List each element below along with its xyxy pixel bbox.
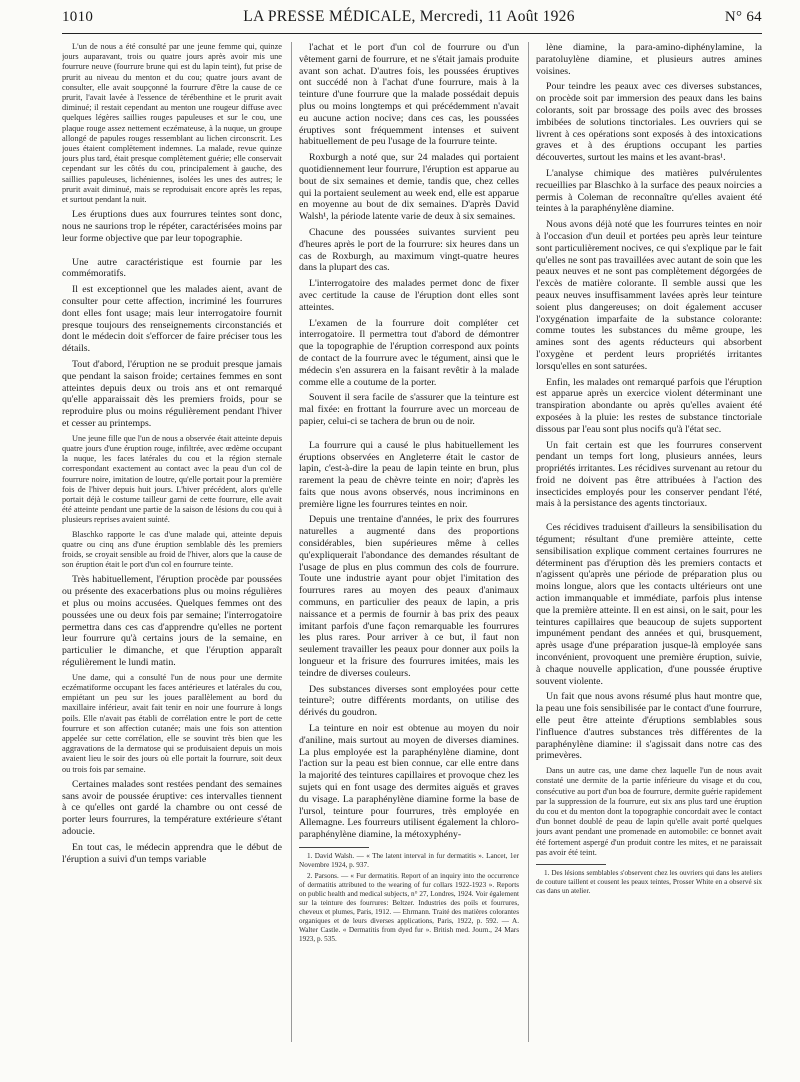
body-paragraph: Pour teindre les peaux avec ces diverses substances, on procède soit par immersion des peaux dans les bains colorants, soit par brossage des poils avec des brosses imbibées de solutions tinctoriales. Les ouvriers qui se livrent à ces opérations sont exposés à des intoxications graves et à des éruptions occupant les parties découvertes, surtout les mains et les avant-bras¹.: [536, 81, 762, 164]
body-paragraph: Des substances diverses sont employées pour cette teinture²; outre différents mordants, on utilise des dérivés du goudron.: [299, 683, 519, 719]
case-report-paragraph: Une jeune fille que l'un de nous a observée était atteinte depuis quatre jours d'une éruption rouge, infiltrée, avec œdème occupant la nuque, les faces latérales du cou et la région sternale correspondant exactement au contact avec la peau d'un col de fourrure noire, imitation de loutre, qu'elle portait pour la première fois de l'hiver depuis huit jours. L'hiver précédent, alors qu'elle portait déjà le costume tailleur garni de cette fourrure, elle avait été atteinte pendant une partie de la saison de lésions du cou qui à plusieurs reprises avaient suinté.: [62, 433, 282, 525]
footnote-rule: [536, 864, 606, 865]
body-paragraph: Les éruptions dues aux fourrures teintes sont donc, nous ne saurions trop le répéter, caractérisées moins par leur forme objective que par leur topographie.: [62, 209, 282, 244]
body-paragraph: La teinture en noir est obtenue au moyen du noir d'aniline, mais surtout au moyen de diverses diamines. La plus employée est la paraphénylène diamine, dont l'action sur la peau est bien connue, car elle entre dans la majorité des teintures capillaires et provoque chez les sujets qui en font usage des dermites aiguës et graves du visage. La paraphénylène diamine forme la base de l'ursol, teinture pour fourrures, très employée en Allemagne. Les fourreurs utilisent également la chloro-paraphénylène diamine, la métoxyphény-: [299, 723, 519, 841]
column-2: [299, 42, 519, 1074]
body-paragraph: Depuis une trentaine d'années, le prix des fourrures naturelles a augmenté dans des proportions considérables, bien supérieures même à celles qu'expliquerait l'abondance des demandes résultant de l'usage de plus en plus commun des cols de fourrure. Toute une industrie ayant pour objet l'imitation des fourrures rares au moyen des peaux d'animaux communs, en particulier des peaux de lapin, a pris naissance et a permis de fournir à bas prix des peaux imitant parfois d'une façon remarquable les fourrures les plus rares. Pour arriver à ce but, il faut non seulement travailler les peaux pour donner aux poils la longueur et la frisure des fourrures imitées, mais les teindre de diverses couleurs.: [299, 514, 519, 679]
column-1: [62, 42, 282, 1074]
footnote: 1. Des lésions semblables s'observent chez les ouvriers qui dans les ateliers de couture taillent et cousent les peaux teintes, Prosser White en a observé six cas dans un atelier.: [536, 869, 762, 896]
journal-page: [62, 0, 762, 1082]
paragraph-gap: [536, 514, 762, 522]
body-paragraph: Un fait certain est que les fourrures conservent pendant un temps fort long, plusieurs années, leurs propriétés irritantes. Les récidives survenant au retour du froid ne doivent pas être attribuées à l'action des insecticides employés pour les conserver pendant l'été, mais à la persistance des agents tinctoriaux.: [536, 439, 762, 510]
body-paragraph: Souvent il sera facile de s'assurer que la teinture est mal fixée: en frottant la fourrure avec un morceau de papier, celui-ci se tachera de brun ou de noir.: [299, 392, 519, 427]
body-paragraph: Roxburgh a noté que, sur 24 malades qui portaient quotidiennement leur fourrure, l'éruption est apparue au bout de six semaines et demie, tandis que, chez celles qui la portaient seulement au week end, elle est apparue en moyenne au bout de dix semaines. D'après David Walsh¹, la période latente varie de deux à six semaines.: [299, 152, 519, 223]
body-paragraph: Ces récidives traduisent d'ailleurs la sensibilisation du tégument; résultant d'une première atteinte, cette sensibilisation explique comment certaines fourrures ne déterminent pas d'éruption dès les premiers contacts et n'agissent qu'après une période de préparation plus ou moins longue, alors que les contacts ultérieurs ont une action immanquable et immédiate, parfois plus intense que la première atteinte. Il en est ainsi, on le sait, pour les teintures capillaires que beaucoup de sujets supportent impunément pendant des années et qui, brusquement, après usage d'une préparation jusque-là employée sans inconvénient, provoquent une première éruption, suivie, à chaque nouvelle application, d'une poussée éruptive souvent violente.: [536, 522, 762, 687]
body-paragraph: Un fait que nous avons résumé plus haut montre que, la peau une fois sensibilisée par le contact d'une fourrure, elle peut être atteinte d'éruptions semblables sous l'influence d'autres substances très différentes de la paraphénylène diamine: il s'agissait dans notre cas des primevères.: [536, 691, 762, 762]
case-report-paragraph: Une dame, qui a consulté l'un de nous pour une dermite eczématiforme occupant les faces antérieures et latérales du cou, empiétant un peu sur les joues parallèlement au bord du maxillaire inférieur, avait fait tenir en noir une fourrure à longs poils. Elle n'avait pas établi de corrélation entre le port de cette fourrure et son affection cutanée; mais une fois son attention appelée sur cette corrélation, elle se souvint très bien que les aggravations de la dermatose qui se produisaient depuis un mois avaient lieu le soir des jours où elle portait la fourrure, soit deux ou trois fois par semaine.: [62, 672, 282, 774]
body-paragraph: Enfin, les malades ont remarqué parfois que l'éruption est apparue après un exercice violent déterminant une transpiration abondante ou après qu'elles avaient été exposées à la pluie: les restes de substance tinctoriale dissous par l'eau sont plus nocifs qu'à l'état sec.: [536, 376, 762, 435]
journal-title: LA PRESSE MÉDICALE, Mercredi, 11 Août 1926: [243, 8, 575, 25]
case-report-paragraph: Dans un autre cas, une dame chez laquelle l'un de nous avait constaté une dermite de la partie inférieure du visage et du cou, consécutive au port d'un boa de fourrure, dermite guérie rapidement par la suppression de la fourrure, eut six ans plus tard une éruption du cou et du menton dont la topographie concordait avec le contact d'un bonnet doublé de peau de lapin qu'elle avait porté quelques jours avant pendant une promenade en automobile: ce bonnet avait été fortement aspergé d'un produit contre les mites, et ne paraissait pas avoir été teint.: [536, 766, 762, 857]
body-paragraph: l'achat et le port d'un col de fourrure ou d'un vêtement garni de fourrure, et ne s'était jamais produite avant son achat. D'autres fois, les poussées éruptives ont succédé non à l'achat d'une fourrure, mais à la teinture d'une fourrure que la malade possédait depuis plus ou moins longtemps et qui précédemment n'avait eu aucune action nocive; dans ces cas, les poussées éruptives sont fréquemment intenses et suivent habituellement de peu l'usage de la fourrure teinte.: [299, 42, 519, 148]
body-paragraph: L'analyse chimique des matières pulvérulentes recueillies par Blaschko à la surface des peaux noircies a permis à Coleman de reconnaître qu'elles avaient été teintes à la paraphénylène diamine.: [536, 167, 762, 215]
header-rule: [62, 33, 762, 34]
paragraph-gap: [62, 249, 282, 257]
column-divider: [291, 42, 292, 1042]
footnote-rule: [299, 847, 369, 848]
body-paragraph: Nous avons déjà noté que les fourrures teintes en noir à l'occasion d'un deuil et portées peu après leur teinture sont particulièrement nocives, ce qui s'explique par le fait qu'elles ne sont pas travaillées avec autant de soin que les peaux neuves et ne sont pas complètement dégorgées de l'excès de matière colorante. Il semble aussi que les peaux neuves insuffisamment lavées après leur teinture soient plus dangereuses; on doit également accuser l'oxygénation imparfaite de la substance colorante: comme toutes les substances du même groupe, les amines sont des agents réducteurs qui absorbent l'oxygène et perdent leurs propriétés irritantes lorsqu'elles en sont saturées.: [536, 219, 762, 372]
footnote: 2. Parsons. — « Fur dermatitis. Report of an inquiry into the occurrence of dermatitis attributed to the wearing of fur collars 1922-1923 ». Reports on public health and medical subjects, n° 27, Londres, 1924. Voir également sur la teinture des fourrures: Beltzer. Industries des poils et fourrures, cheveux et plumes, Paris, 1912. — Ehrmann. Traité des matières colorantes organiques et de leurs diverses applications, Paris, 1922, p. 592. — A. Walter Castle. « Dermatitis from dyed fur ». British med. Journ., 24 Mars 1923, p. 535.: [299, 872, 519, 943]
body-paragraph: L'interrogatoire des malades permet donc de fixer avec certitude la cause de l'éruption dont elles sont atteintes.: [299, 278, 519, 313]
issue-number: N° 64: [724, 9, 762, 25]
body-paragraph: Certaines malades sont restées pendant des semaines sans avoir de poussée éruptive: ces intervalles tiennent à ce qu'elles ont gardé la chambre ou ont cessé de porter leurs fourrures, la température extérieure s'étant adoucie.: [62, 778, 282, 838]
body-paragraph: En tout cas, le médecin apprendra que le début de l'éruption a suivi d'un temps variable: [62, 841, 282, 865]
paragraph-gap: [299, 432, 519, 440]
body-paragraph: Chacune des poussées suivantes survient peu d'heures après le port de la fourrure: six heures dans un cas de Roxburgh, au maximum vingt-quatre heures dans la plupart des cas.: [299, 226, 519, 274]
body-paragraph: L'examen de la fourrure doit compléter cet interrogatoire. Il permettra tout d'abord de démontrer que la topographie de l'éruption correspond aux points de contact de la fourrure avec le tégument, ainsi que le médecin s'en assurera en la faisant revêtir à la malade comme elle a coutume de la porter.: [299, 317, 519, 388]
body-paragraph: lène diamine, la para-amino-diphénylamine, la paratoluylène diamine, et plusieurs autres amines voisines.: [536, 42, 762, 77]
body-paragraph: La fourrure qui a causé le plus habituellement les éruptions observées en Angleterre était le castor de lapin, c'est-à-dire la peau de lapin teinte en brun, plus rarement la peau de chèvre teinte en noir; d'après les faits que nous avons observés, nous incriminons en première ligne les fourrures teintes en noir.: [299, 439, 519, 510]
page-number: 1010: [62, 9, 94, 25]
page-header: [62, 8, 762, 30]
footnote: 1. David Walsh. — « The latent interval in fur dermatitis ». Lancet, 1er Novembre 1924, p. 937.: [299, 852, 519, 869]
column-3: [536, 42, 762, 1074]
column-divider: [528, 42, 529, 1042]
case-report-paragraph: Blaschko rapporte le cas d'une malade qui, atteinte depuis quatre ou cinq ans d'une éruption semblable dès les premiers froids, se croyait sensible au froid de l'hiver, alors que la cause de son éruption était le port d'un col en fourrure teinte.: [62, 529, 282, 570]
body-paragraph: Tout d'abord, l'éruption ne se produit presque jamais que pendant la saison froide; certaines femmes en sont atteintes depuis deux ou trois ans et ont remarqué qu'elle apparaissait dès les premiers froids, pour se reproduire plus ou moins régulièrement pendant l'hiver et cesser au printemps.: [62, 359, 282, 429]
body-paragraph: Il est exceptionnel que les malades aient, avant de consulter pour cette affection, incriminé les fourrures dont elles font usage; mais leur interrogatoire fournit presque toujours des renseignements circonstanciés et dont le médecin doit s'efforcer de faire préciser tous les détails.: [62, 284, 282, 355]
body-paragraph: Très habituellement, l'éruption procède par poussées ou présente des exacerbations plus ou moins régulières et plus ou moins accusées. Quelques femmes ont des poussées une ou deux fois par semaine; l'interrogatoire permettra dans ces cas d'apprendre qu'elles ne portent leur fourrure qu'à certains jours de la semaine, en particulier le dimanche, et que l'éruption apparaît régulièrement le lundi matin.: [62, 574, 282, 669]
case-report-paragraph: L'un de nous a été consulté par une jeune femme qui, quinze jours auparavant, trois ou quatre jours après avoir mis une fourrure neuve (fourrure brune qui est du lapin teint), fut prise de prurit au niveau du menton et du cou; quatre jours avant de consulter, elle avait soupçonné la fourrure d'être la cause de ce prurit, l'avait lavée à l'essence de térébenthine et le prurit avait diminué; il restait cependant au menton une rougeur diffuse avec quelques légères saillies rouges papuleuses et sur le cou, une plaque rouge assez nettement eczémateuse, à la nuque, un groupe allongé de papules rouges ressemblant au lichen circonscrit. Les joues étaient complètement indemnes. La malade, revue quinze jours plus tard, était presque complètement guérie; elle conservait cependant sur les côtés du cou, principalement à gauche, des saillies papuleuses, lichéniennes, isolées les unes des autres; le prurit avait diminué, mais se reproduisait encore après les repas, et surtout pendant la nuit.: [62, 42, 282, 205]
body-paragraph: Une autre caractéristique est fournie par les commémoratifs.: [62, 256, 282, 280]
